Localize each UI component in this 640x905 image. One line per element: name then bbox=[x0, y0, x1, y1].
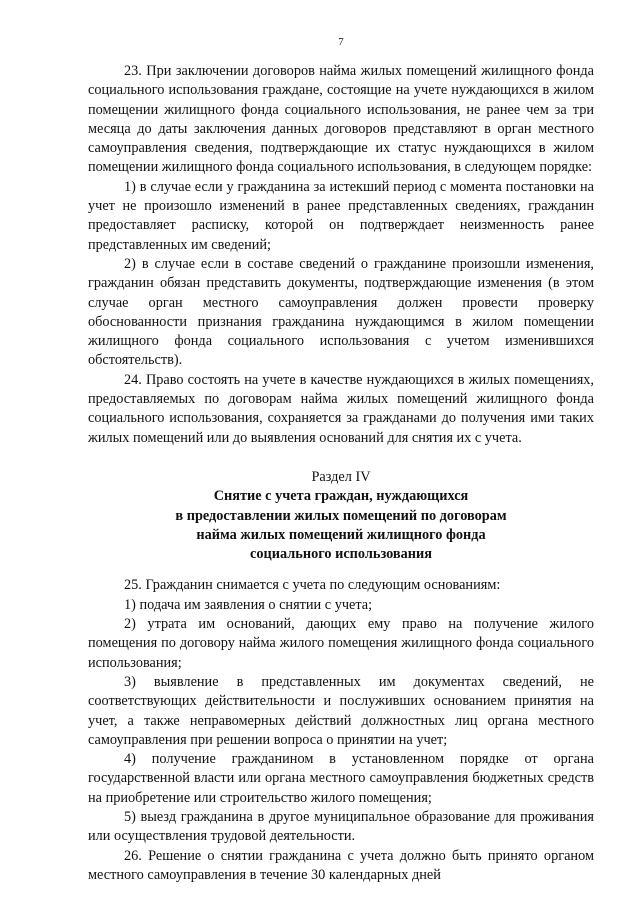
document-body bbox=[88, 62, 594, 885]
section-title-line-2: в предоставлении жилых помещений по договорам bbox=[175, 507, 507, 524]
paragraph-25-item-3: 3) выявление в представленных им документах сведений, не соответствующих действительности и послуживших основанием принятия на учет, а также неправомерных действий должностных лиц органа местного самоуправления при решении вопроса о принятии на учет; bbox=[88, 673, 594, 748]
section-title-line-1: Снятие с учета граждан, нуждающихся bbox=[213, 488, 469, 505]
paragraph-23-item-1: 1) в случае если у гражданина за истекший период с момента постановки на учет не произошло изменений в ранее представленных сведениях, гражданин предоставляет расписку, которой он подтверждает неизменность ранее представленных им сведений; bbox=[88, 178, 594, 253]
section-heading bbox=[88, 458, 594, 564]
paragraph-23: 23. При заключении договоров найма жилых помещений жилищного фонда социального использования гражданe, состоящие на учете нуждающихся в жилом помещении жилищного фонда социального использования, не ранее чем за три месяца до даты заключения данных договоров представляют в орган местного самоуправления сведения, подтверждающие их статус нуждающихся в жилом помещении жилищного фонда социального использования, в следующем порядке: bbox=[88, 63, 594, 176]
paragraph-24: 24. Право состоять на учете в качестве нуждающихся в жилых помещениях, предоставляемых по договорам найма жилых помещений жилищного фонда социального использования, сохраняется за гражданами до получения ими таких жилых помещений или до выявления оснований для снятия их с учета. bbox=[88, 371, 594, 446]
section-title-line-3: найма жилых помещений жилищного фонда bbox=[196, 526, 486, 543]
paragraph-25-item-2: 2) утрата им оснований, дающих ему право на получение жилого помещения по договору найма жилого помещения жилищного фонда социального использования; bbox=[88, 616, 594, 671]
paragraph-25: 25. Гражданин снимается с учета по следующим основаниям: bbox=[124, 577, 501, 594]
page-number: 7 bbox=[338, 36, 344, 48]
paragraph-23-item-2: 2) в случае если в составе сведений о гражданине произошли изменения, гражданин обязан представить документы, подтверждающие изменения (в этом случае орган местного самоуправления должен провести проверку обоснованности признания гражданина нуждающимся в жилом помещении жилищного фонда социального использования с учетом изменившихся обстоятельств). bbox=[88, 255, 594, 369]
paragraph-25-item-1: 1) подача им заявления о снятии с учета; bbox=[124, 596, 373, 613]
paragraph-26: 26. Решение о снятии гражданина с учета должно быть принято органом местного самоуправления в течение 30 календарных дней bbox=[88, 847, 594, 883]
paragraph-25-item-4: 4) получение гражданином в установленном порядке от органа государственной власти или органа местного самоуправления бюджетных средств на приобретение или строительство жилого помещения; bbox=[88, 751, 594, 806]
section-label: Раздел IV bbox=[311, 468, 371, 485]
paragraph-25-item-5: 5) выезд гражданина в другое муниципальное образование для проживания или осуществления трудовой деятельности. bbox=[88, 808, 594, 845]
section-title-line-4: социального использования bbox=[250, 546, 432, 563]
